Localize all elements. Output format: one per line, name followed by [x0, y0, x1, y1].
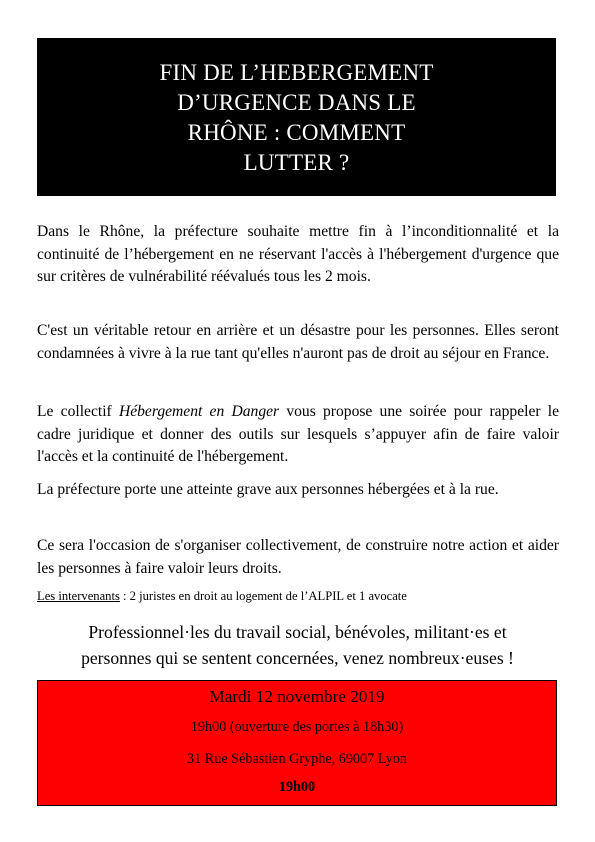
paragraph-organise: Ce sera l'occasion de s'organiser collectivement, de construire notre action et aider les personnes à faire valoir leurs droits. [37, 537, 559, 577]
speakers-text: : 2 juristes en droit au logement de l’ALPIL et 1 avocate [119, 589, 407, 603]
paragraph-prefecture: La préfecture porte une atteinte grave aux personnes hébergées et à la rue. [37, 481, 499, 498]
speakers-label: Les intervenants [37, 589, 120, 603]
collective-name: Hébergement en Danger [118, 403, 280, 420]
paragraph-consequences: C'est un véritable retour en arrière et un désastre pour les personnes. Elles seront condamnées à vivre à la rue tant qu'elles n'auront pas de droit au séjour en France. [37, 322, 559, 362]
title-line: RHÔNE : COMMENT [187, 120, 406, 145]
paragraph-collective-end: vous propose une soirée pour rappeler le cadre juridique et donner des outils sur lesquels s’appuyer afin de faire valoir l'accès et la continuité de l'hébergement. [37, 403, 560, 465]
title-banner [37, 38, 556, 196]
event-address: 31 Rue Sébastien Gryphe, 69007 Lyon [187, 751, 407, 767]
call-to-action [30, 619, 565, 671]
event-time-bold: 19h00 [278, 779, 316, 795]
paragraph-collective [37, 401, 559, 469]
call-line: Professionnel·les du travail social, bénévoles, militant·es et [88, 622, 507, 642]
page-title [37, 58, 556, 178]
speakers-line [37, 587, 407, 605]
paragraph-intro: Dans le Rhône, la préfecture souhaite mettre fin à l’inconditionnalité et la continuité de l’hébergement en ne réservant l'accès à l'hébergement d'urgence que sur critères de vulnérabilité réévalués tous les 2 mois. [37, 223, 559, 285]
title-line: FIN DE L’HEBERGEMENT [159, 60, 434, 85]
event-date: Mardi 12 novembre 2019 [209, 687, 385, 706]
event-time: 19h00 (ouverture des portes à 18h30) [190, 719, 404, 735]
title-line: LUTTER ? [243, 150, 350, 175]
paragraph-collective-start: Le collectif [37, 403, 119, 420]
call-line: personnes qui se sentent concernées, venez nombreux·euses ! [81, 648, 514, 668]
title-line: D’URGENCE DANS LE [177, 90, 416, 115]
event-box [37, 680, 557, 806]
